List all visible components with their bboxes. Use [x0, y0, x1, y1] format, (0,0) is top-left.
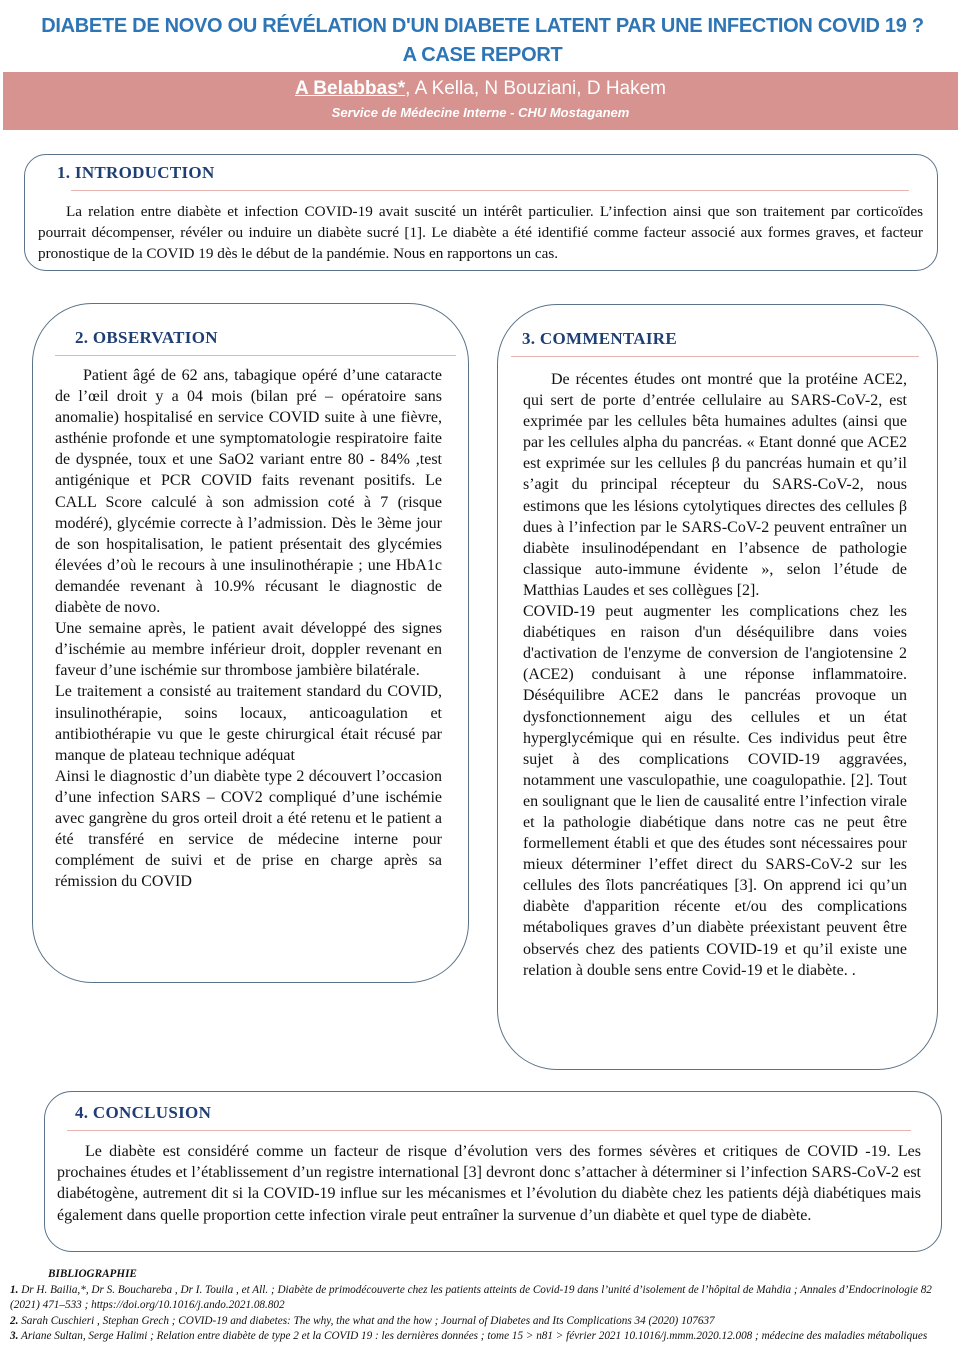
section-heading: 1. INTRODUCTION	[57, 163, 215, 182]
section-body	[55, 365, 442, 892]
reference-item	[10, 1314, 955, 1330]
authors	[3, 78, 958, 100]
commentaire-section	[497, 304, 938, 1070]
paragraph: Une semaine après, le patient avait développé des signes d’ischémie au membre inférieur droit, doppler revenant en faveur d’une ischémie sur thrombose jambière bilatérale.	[55, 620, 442, 680]
heading-divider	[71, 190, 909, 191]
reference-number: 2.	[10, 1314, 19, 1327]
section-body	[38, 201, 923, 264]
reference-number: 1.	[10, 1283, 19, 1296]
section-heading: 3. COMMENTAIRE	[522, 329, 677, 348]
reference-item	[10, 1329, 955, 1345]
bibliography	[10, 1267, 955, 1345]
section-body	[57, 1141, 921, 1226]
reference-text: Ariane Sultan, Serge Halimi ; Relation entre diabète de type 2 et la COVID 19 : les dernières données ; tome 15 > n81 > février 2021 10.1016/j.mmm.2020.12.008 ; médecine des maladies métaboliques	[18, 1330, 928, 1342]
reference-number: 3.	[10, 1330, 19, 1342]
co-authors: , A Kella, N Bouziani, D Hakem	[405, 78, 666, 99]
conclusion-section	[44, 1091, 942, 1252]
affiliation: Service de Médecine Interne - CHU Mostaganem	[331, 105, 630, 120]
section-heading: 2. OBSERVATION	[75, 328, 218, 347]
paragraph: Ainsi le diagnostic d’un diabète type 2 découvert l’occasion d’une infection SARS – COV2 compliqué d’une ischémie avec gangrène du gros orteil droit a été retenu et le patient a été transféré en service de médecine interne pour complément de suivi et de prise en charge après sa rémission du COVID	[55, 767, 442, 891]
first-author: A Belabbas*	[294, 78, 406, 99]
bibliography-heading: BIBLIOGRAPHIE	[48, 1268, 137, 1280]
paragraph: La relation entre diabète et infection COVID-19 avait suscité un intérêt particulier. L’infection ainsi que son traitement par corticoïdes pourrait décompenser, révéler ou induire un diabète sucré [1]. Le diabète a été identifié comme facteur associé aux formes graves, et facteur pronostique de la COVID 19 dès le début de la pandémie. Nous en rapportons un cas.	[38, 203, 923, 262]
heading-divider	[67, 1130, 911, 1131]
observation-section	[32, 303, 469, 983]
section-body	[523, 369, 907, 981]
heading-divider	[511, 356, 919, 357]
reference-text: Sarah Cuschieri , Stephan Grech ; COVID-19 and diabetes: The why, the what and the how ; Journal of Diabetes and Its Complications 34 (2020) 107637	[18, 1314, 715, 1327]
paragraph: Le diabète est considéré comme un facteur de risque d’évolution vers des formes sévères et critiques de COVID -19. Les prochaines études et l’établissement d’un registre international [3] devront donc s’attacher à déterminer si l’infection SARS-CoV-2 est diabétogène, autrement dit si la COVID-19 influe sur les mécanismes et l’évolution du diabète chez les patients déjà diabétiques mais également dans quelle proportion cette infection virale peut entraîner la survenue d’un diabète et quel type de diabète.	[57, 1143, 921, 1224]
reference-item	[10, 1283, 955, 1314]
author-band	[3, 72, 958, 130]
paragraph: COVID-19 peut augmenter les complications chez les diabétiques en raison d'un déséquilibre dans voies d'activation de l'enzyme de conversion de l'angiotensine 2 (ACE2) conduisant à une réponse inflammatoire. Déséquilibre ACE2 dans le pancréas provoque un dysfonctionnement aigu des cellules et un état hyperglycémique qui en résulte. Ces individus peut être sujet à des complications COVID-19 aggravées, notamment une vasculopathie, une coagulopathie. [2]. Tout en soulignant que le lien de causalité entre l’infection virale et la pathologie diabétique dans notre cas ne peut être formellement établi et que des études sont nécessaires pour mieux déterminer l’effet direct du SARS-CoV-2 sur les cellules des îlots pancréatiques [3]. On apprend ici qu’un diabète d'apparition récente et/ou des complications métaboliques graves d’un diabète préexistant peuvent être observés chez des patients COVID-19 et qu’il existe une relation à double sens entre Covid-19 et le diabète. .	[523, 603, 907, 979]
section-heading: 4. CONCLUSION	[75, 1103, 212, 1122]
poster-title	[0, 12, 965, 70]
paragraph: De récentes études ont montré que la protéine ACE2, qui sert de porte d’entrée cellulaire au SARS-CoV-2, est exprimée par les cellules bêta humaines adultes (ainsi que par les cellules alpha du pancréas. « Etant donné que ACE2 est exprimée sur les cellules β du pancréas humain et qu’il s’agit du principal récepteur du SARS-CoV-2, nous estimons que les lésions cytolytiques directes des cellules β dues à l’infection par le SARS-CoV-2 peuvent entraîner un diabète insulinodépendant en l’absence de pathologie classique auto-immune évidente », selon l’étude de Matthias Laudes et ses collègues [2].	[523, 371, 907, 599]
heading-divider	[55, 355, 456, 356]
title-line-2: A CASE REPORT	[402, 44, 563, 66]
paragraph: Le traitement a consisté au traitement standard du COVID, insulinothérapie, soins locaux, anticoagulation et antibiothérapie vu que le geste chirurgical était récusé par manque de plateau technique adéquat	[55, 683, 442, 764]
title-line-1: DIABETE DE NOVO OU RÉVÉLATION D'UN DIABETE LATENT PAR UNE INFECTION COVID 19 ?	[41, 15, 924, 37]
reference-text: Dr H. Bailia,*, Dr S. Bouchareba , Dr I. Touila , et All. ; Diabète de primodécouverte chez les patients atteints de Covid-19 dans l’unité d’isolement de l’hôpital de Mahdia ; Annales d’Endocrinologie 82 (2021) 471–533 ; https://doi.org/10.1016/j.ando.2021.08.802	[10, 1283, 932, 1311]
introduction-section	[24, 154, 938, 271]
paragraph: Patient âgé de 62 ans, tabagique opéré d’une cataracte de l’œil droit y a 04 mois (bilan pré – opératoire sans anomalie) hospitalisé en service COVID suite à une fièvre, asthénie profonde et une symptomatologie respiratoire faite de dyspnée, toux et une SaO2 variant entre 80 - 84% ,test antigénique et PCR COVID faits revenant positifs. Le CALL Score calculé à son admission coté à 7 (risque modéré), glycémie correcte à l’admission. Dès le 3ème jour de son hospitalisation, le patient présentait des glycémies élevées d’où le recours à une insulinothérapie ; une HbA1c demandée revenant à 10.9% récusant le diagnostic de diabète de novo.	[55, 367, 442, 617]
